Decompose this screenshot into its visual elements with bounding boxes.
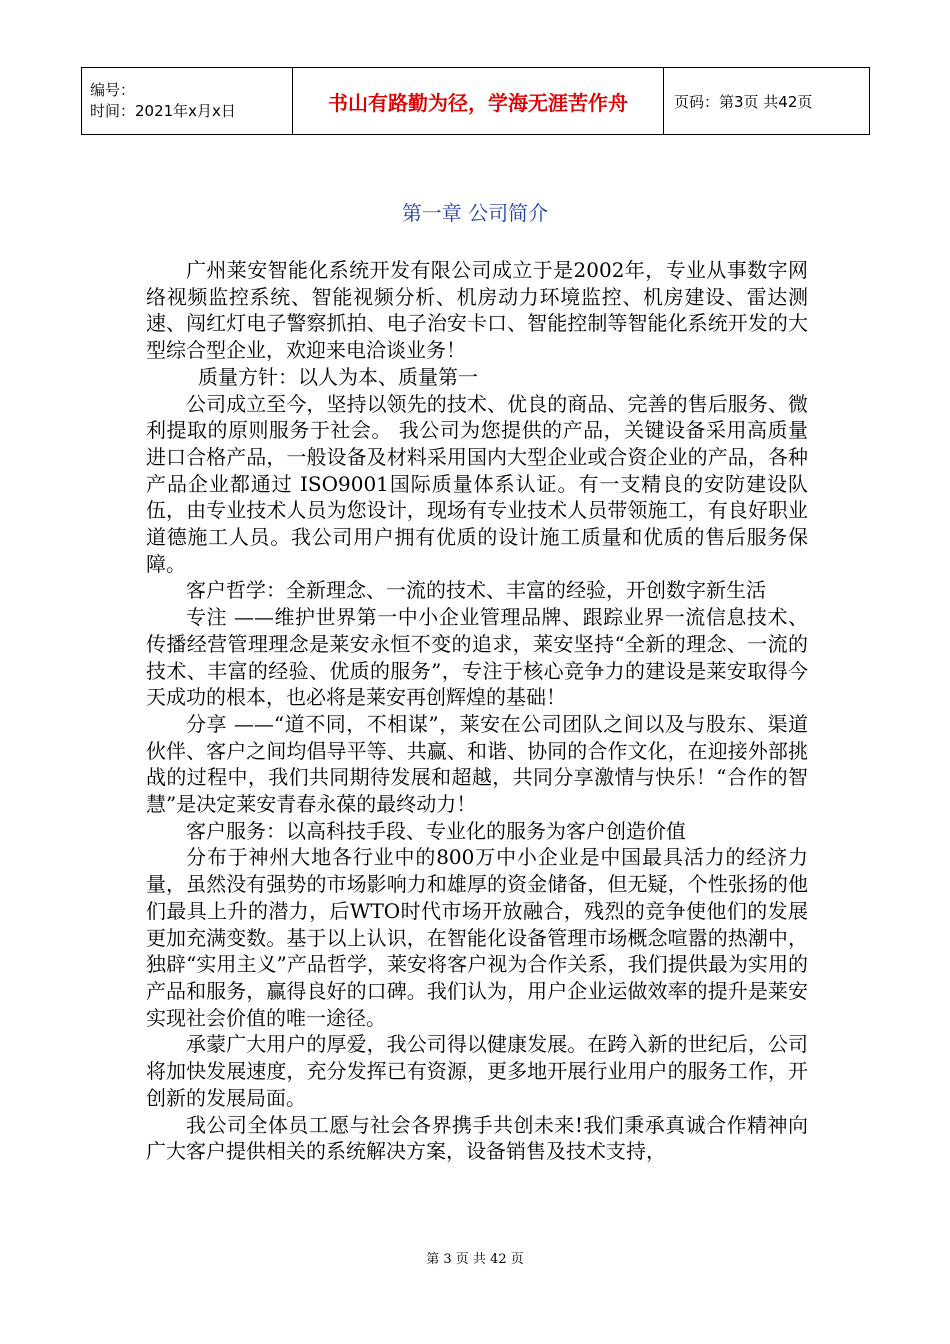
header-meta-cell [82, 68, 293, 135]
document-number-label: 编号： [90, 81, 136, 99]
paragraph: 客户哲学：全新理念、一流的技术、丰富的经验，开创数字新生活 [186, 578, 766, 603]
paragraph: 质量方针：以人为本、质量第一 [198, 364, 478, 389]
header-table [81, 67, 870, 135]
header-motto: 书山有路勤为径，学海无涯苦作舟 [293, 68, 664, 135]
paragraph: 专注 ——维护世界第一中小企业管理品牌、跟踪业界一流信息技术、传播经营管理理念是莱安永恒不变的追求，莱安坚持“全新的理念、一流的技术、丰富的经验、优质的服务”，专注于核心竞争力的建设是莱安取得今天成功的根本，也必将是莱安再创辉煌的基础！ [146, 605, 808, 710]
document-time-label: 时间：2021年x月x日 [90, 102, 236, 120]
paragraph: 广州莱安智能化系统开发有限公司成立于是2002年，专业从事数字网络视频监控系统、智能视频分析、机房动力环境监控、机房建设、雷达测速、闯红灯电子警察抓拍、电子治安卡口、智能控制等智能化系统开发的大型综合型企业，欢迎来电洽谈业务！ [146, 258, 808, 363]
page-footer: 第 3 页 共 42 页 [426, 1252, 524, 1267]
paragraph: 分享 ——“道不同，不相谋”，莱安在公司团队之间以及与股东、渠道伙伴、客户之间均倡导平等、共赢、和谐、协同的合作文化，在迎接外部挑战的过程中，我们共同期待发展和超越，共同分享激情与快乐！“合作的智慧”是决定莱安青春永葆的最终动力！ [146, 711, 808, 817]
header-page-info: 页码：第3页 共42页 [664, 68, 870, 135]
paragraph: 分布于神州大地各行业中的800万中小企业是中国最具活力的经济力量，虽然没有强势的市场影响力和雄厚的资金储备，但无疑，个性张扬的他们最具上升的潜力，后WTO时代市场开放融合，残烈的竞争使他们的发展更加充满变数。基于以上认识，在智能化设备管理市场概念喧嚣的热潮中，独辟“实用主义”产品哲学，莱安将客户视为合作关系，我们提供最为实用的产品和服务，赢得良好的口碑。我们认为，用户企业运做效率的提升是莱安实现社会价值的唯一途径。 [146, 845, 808, 1030]
body-text [146, 257, 808, 1165]
paragraph: 承蒙广大用户的厚爱，我公司得以健康发展。在跨入新的世纪后，公司将加快发展速度，充分发挥已有资源，更多地开展行业用户的服务工作，开创新的发展局面。 [146, 1032, 808, 1110]
chapter-title: 第一章 公司简介 [401, 201, 549, 225]
paragraph: 客户服务：以高科技手段、专业化的服务为客户创造价值 [186, 818, 686, 843]
paragraph: 公司成立至今，坚持以领先的技术、优良的商品、完善的售后服务、微利提取的原则服务于社会。 我公司为您提供的产品，关键设备采用高质量进口合格产品，一般设备及材料采用国内大型企业或合资企业的产品，各种产品企业都通过 ISO9001国际质量体系认证。有一支精良的安防建设队伍，由专业技术人员为您设计，现场有专业技术人员带领施工，有良好职业道德施工人员。我公司用户拥有优质的设计施工质量和优质的售后服务保障。 [146, 391, 808, 576]
paragraph: 我公司全体员工愿与社会各界携手共创未来!我们秉承真诚合作精神向广大客户提供相关的系统解决方案，设备销售及技术支持， [146, 1112, 808, 1164]
